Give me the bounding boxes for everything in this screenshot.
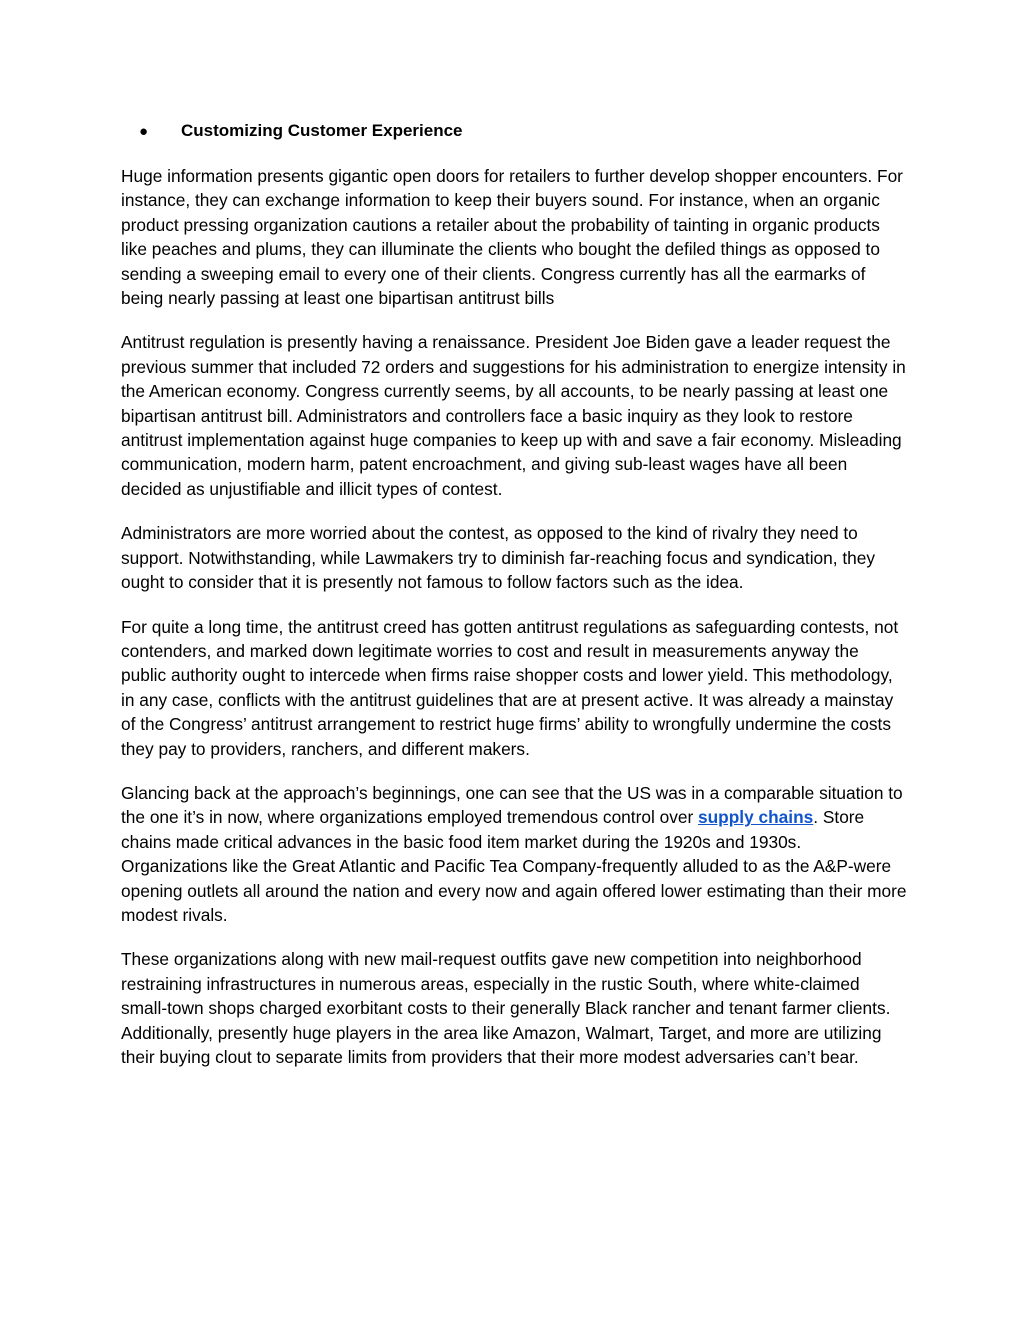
- paragraph-1: Huge information presents gigantic open doors for retailers to further develop shopper encounters. For instance, they can exchange information to keep their buyers sound. For instance, when an organic product pressing organization cautions a retailer about the probability of tainting in organic products like peaches and plums, they can illuminate the clients who bought the defiled things as opposed to sending a sweeping email to every one of their clients. Congress currently has all the earmarks of being nearly passing at least one bipartisan antitrust bills: [121, 166, 903, 309]
- paragraph-3: Administrators are more worried about the contest, as opposed to the kind of rivalry they need to support. Notwithstanding, while Lawmakers try to diminish far-reaching focus and syndication, they ought to consider that it is presently not famous to follow factors such as the idea.: [121, 523, 876, 593]
- paragraph-6: These organizations along with new mail-request outfits gave new competition into neighborhood restraining infrastructures in numerous areas, especially in the rustic South, where white-claimed small-town shops charged exorbitant costs to their generally Black rancher and tenant farmer clients. Additionally, presently huge players in the area like Amazon, Walmart, Target, and more are utilizing their buying clout to separate limits from providers that their more modest adversaries can’t bear.: [121, 949, 891, 1067]
- paragraph-5-text-before: Glancing back at the approach’s beginnings, one can see that the US was in a comparable situation to the one it’s in now, where organizations employed tremendous control over: [121, 782, 903, 828]
- paragraph-4: For quite a long time, the antitrust creed has gotten antitrust regulations as safeguarding contests, not contenders, and marked down legitimate worries to cost and result in measurements anyway the public authority ought to intercede when firms raise shopper costs and lower yield. This methodology, in any case, conflicts with the antitrust guidelines that are at present active. It was already a mainstay of the Congress’ antitrust arrangement to restrict huge firms’ ability to wrongfully undermine the costs they pay to providers, ranchers, and different makers.: [121, 616, 899, 759]
- section-heading: Customizing Customer Experience: [181, 121, 463, 140]
- paragraph-5: [121, 781, 907, 927]
- document-page: [121, 119, 907, 1089]
- bullet-dot-icon: ●: [139, 123, 149, 140]
- supply-chains-link[interactable]: supply chains: [698, 807, 814, 828]
- bullet-item: [121, 119, 907, 144]
- paragraph-2: Antitrust regulation is presently having a renaissance. President Joe Biden gave a leader request the previous summer that included 72 orders and suggestions for his administration to energize intensity in the American economy. Congress currently seems, by all accounts, to be nearly passing at least one bipartisan antitrust bill. Administrators and controllers face a basic inquiry as they look to restore antitrust implementation against huge companies to keep up with and save a fair economy. Misleading communication, modern harm, patent encroachment, and giving sub-least wages have all been decided as unjustifiable and illicit types of contest.: [121, 332, 906, 499]
- paragraph-5-text-after: . Store chains made critical advances in the basic food item market during the 1920s and 1930s. Organizations like the Great Atlantic and Pacific Tea Company-frequently alluded to as the A&P-were opening outlets all around the nation and every now and again offered lower estimating than their more modest rivals.: [121, 807, 907, 925]
